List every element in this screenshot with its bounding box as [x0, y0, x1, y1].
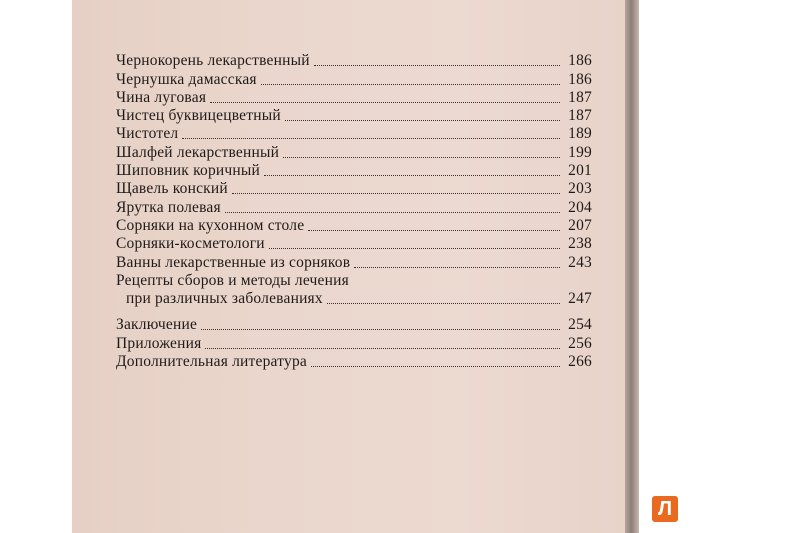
toc-entry-page: 199: [568, 143, 592, 161]
toc-entry-title: Заключение: [116, 316, 198, 334]
toc-leader-dots: [201, 329, 560, 330]
toc-entry: [116, 70, 592, 88]
toc-entry: [116, 107, 592, 125]
toc-entry-title: Рецепты сборов и методы лечения: [116, 271, 349, 289]
toc-entry-page: 186: [568, 70, 592, 88]
publisher-logo-icon: Л: [652, 496, 678, 522]
toc-entry-title: Чернушка дамасская: [116, 70, 257, 88]
toc-leader-dots: [354, 267, 560, 268]
toc-leader-dots: [308, 230, 560, 231]
toc-entry-title: Дополнительная литература: [116, 353, 307, 371]
toc-leader-dots: [314, 65, 560, 66]
toc-leader-dots: [283, 157, 560, 158]
toc-entry-title: Чернокорень лекарственный: [116, 52, 310, 70]
toc-leader-dots: [285, 120, 560, 121]
toc-entry-title: Сорняки-косметологи: [116, 235, 265, 253]
toc-entry-title: Чистотел: [116, 125, 179, 143]
toc-entry-title: при различных заболеваниях: [126, 290, 323, 308]
toc-entry-page: 189: [568, 125, 592, 143]
toc-entry: [116, 217, 592, 235]
toc-entry-first-line: [116, 272, 592, 290]
toc-entry-page: 254: [568, 316, 592, 334]
toc-entry-page: 207: [568, 216, 592, 234]
toc-entry-page: 266: [568, 353, 592, 371]
toc-leader-dots: [261, 84, 560, 85]
toc-entry: [116, 198, 592, 216]
toc-entry-title: Сорняки на кухонном столе: [116, 216, 305, 234]
toc-entry: [116, 52, 592, 70]
toc-entry-page: 238: [568, 235, 592, 253]
toc-entry: [116, 235, 592, 253]
toc-leader-dots: [225, 212, 560, 213]
toc-leader-dots: [269, 248, 560, 249]
toc-entry: [116, 290, 592, 308]
toc-entry-title: Ванны лекарственные из сорняков: [116, 253, 351, 271]
book-spine-shadow: [625, 0, 639, 533]
toc-entry-page: 201: [568, 162, 592, 180]
toc-entry-page: 204: [568, 198, 592, 216]
background-margin: [639, 0, 800, 533]
toc-entry: [116, 162, 592, 180]
toc-entry: [116, 334, 592, 352]
toc-entry-title: Чистец буквицецветный: [116, 107, 281, 125]
toc-entry-title: Приложения: [116, 334, 202, 352]
toc-entry-page: 186: [568, 52, 592, 70]
toc-leader-dots: [232, 193, 560, 194]
toc-entry-page: 187: [568, 107, 592, 125]
toc-entry-title: Чина луговая: [116, 88, 207, 106]
toc-entry-title: Шиповник коричный: [116, 162, 261, 180]
toc-entry: [116, 253, 592, 271]
toc-entry-page: 247: [568, 290, 592, 308]
toc-entry: [116, 353, 592, 371]
toc-entry: [116, 89, 592, 107]
toc-leader-dots: [327, 303, 560, 304]
toc-entry-title: Ярутка полевая: [116, 198, 221, 216]
toc-entry-page: 203: [568, 180, 592, 198]
toc-leader-dots: [264, 175, 560, 176]
toc-entry-title: Шалфей лекарственный: [116, 143, 280, 161]
toc-entry-page: 243: [568, 253, 592, 271]
toc-leader-dots: [182, 138, 560, 139]
toc-leader-dots: [210, 102, 560, 103]
toc-entry: [116, 125, 592, 143]
toc-entry: [116, 180, 592, 198]
toc-entry-title: Щавель конский: [116, 180, 228, 198]
toc-entry: [116, 143, 592, 161]
toc-entry-page: 256: [568, 334, 592, 352]
table-of-contents: [116, 52, 592, 371]
toc-leader-dots: [205, 348, 560, 349]
toc-entry-page: 187: [568, 88, 592, 106]
toc-leader-dots: [311, 366, 560, 367]
toc-entry: [116, 316, 592, 334]
